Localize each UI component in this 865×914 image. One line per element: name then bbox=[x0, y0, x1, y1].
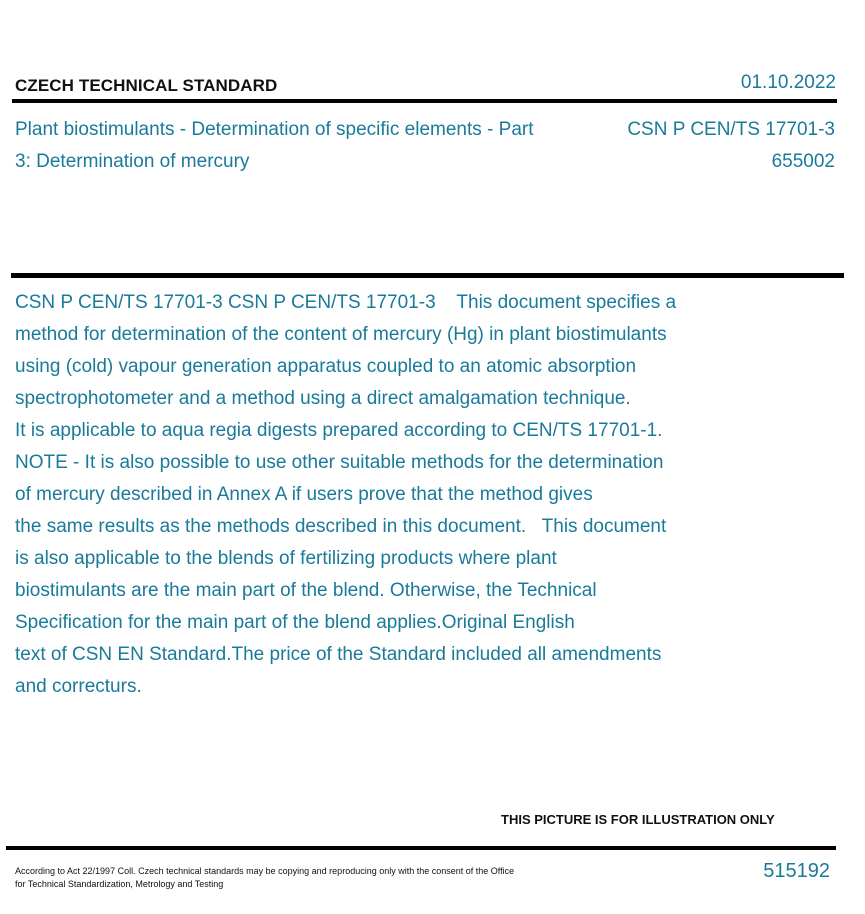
document-number: 515192 bbox=[763, 860, 830, 882]
abstract-line: using (cold) vapour generation apparatus coupled to an atomic absorption bbox=[15, 356, 637, 377]
abstract-line: spectrophotometer and a method using a direct amalgamation technique. bbox=[15, 388, 631, 409]
abstract-line: NOTE - It is also possible to use other suitable methods for the determination bbox=[15, 452, 664, 473]
abstract-line: text of CSN EN Standard.The price of the Standard included all amendments bbox=[15, 644, 662, 665]
illustration-notice: THIS PICTURE IS FOR ILLUSTRATION ONLY bbox=[501, 812, 775, 827]
abstract-line: is also applicable to the blends of fertilizing products where plant bbox=[15, 548, 557, 569]
abstract-line: It is applicable to aqua regia digests prepared according to CEN/TS 17701-1. bbox=[15, 420, 663, 441]
standard-code: CSN P CEN/TS 17701-3 bbox=[627, 119, 835, 140]
legal-line: for Technical Standardization, Metrology and Testing bbox=[15, 879, 224, 889]
abstract-line: CSN P CEN/TS 17701-3 CSN P CEN/TS 17701-3 This document specifies a bbox=[15, 292, 677, 313]
abstract-line: of mercury described in Annex A if users prove that the method gives bbox=[15, 484, 593, 505]
abstract-line: and correcturs. bbox=[15, 676, 142, 697]
legal-line: According to Act 22/1997 Coll. Czech technical standards may be copying and reproducing only with the consent of the Office bbox=[15, 866, 515, 876]
legal-notice bbox=[15, 865, 595, 891]
header-divider bbox=[12, 99, 837, 103]
abstract-text bbox=[15, 287, 775, 703]
abstract-line: the same results as the methods described in this document. This document bbox=[15, 516, 667, 537]
standard-label: CZECH TECHNICAL STANDARD bbox=[15, 76, 278, 95]
abstract-line: method for determination of the content of mercury (Hg) in plant biostimulants bbox=[15, 324, 667, 345]
abstract-line: biostimulants are the main part of the blend. Otherwise, the Technical bbox=[15, 580, 597, 601]
standard-codes bbox=[627, 114, 835, 178]
footer-divider bbox=[6, 846, 836, 850]
class-number: 655002 bbox=[771, 151, 835, 172]
standard-title: Plant biostimulants - Determination of specific elements - Part 3: Determination of mercury bbox=[15, 119, 534, 172]
title-divider bbox=[11, 273, 844, 278]
abstract-line: Specification for the main part of the blend applies.Original English bbox=[15, 612, 575, 633]
publication-date: 01.10.2022 bbox=[740, 72, 836, 93]
